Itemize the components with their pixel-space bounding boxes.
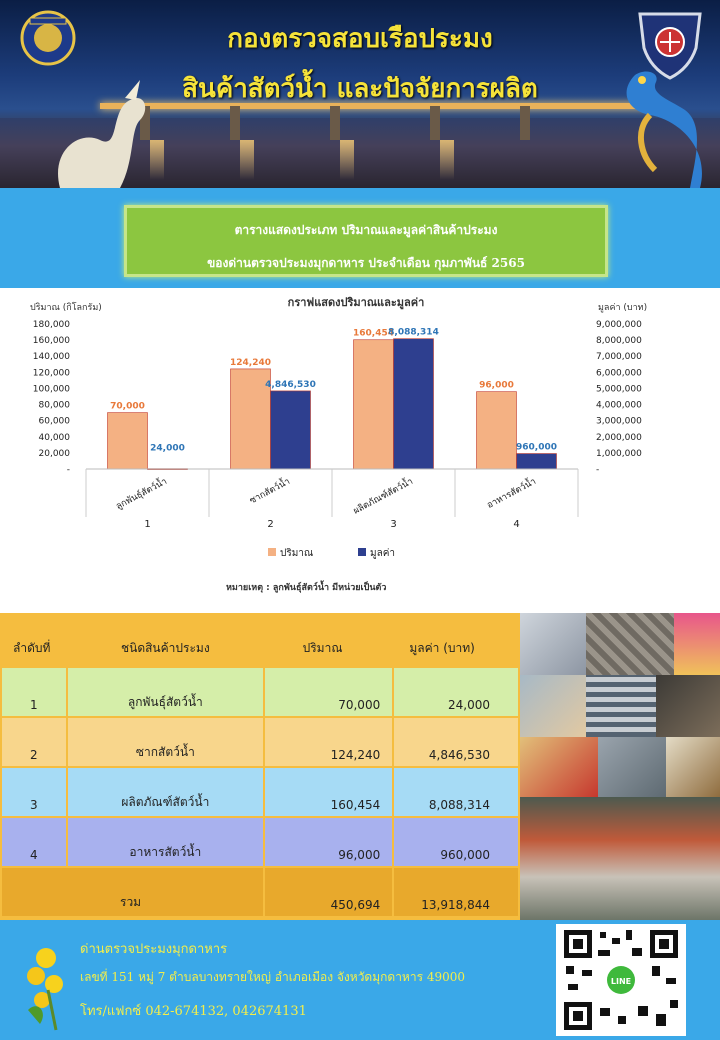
bar-value: [271, 391, 311, 469]
table-header-row: [1, 613, 519, 667]
data-label: 960,000: [516, 442, 557, 453]
cell-no: 4: [1, 817, 67, 867]
cell-type: ลูกพันธุ์สัตว์น้ำ: [67, 667, 264, 717]
cell-qty: 96,000: [264, 817, 393, 867]
y-tick-left: 80,000: [38, 400, 70, 411]
data-label: 4,846,530: [265, 379, 316, 390]
photo-ice-bags: [520, 613, 586, 675]
header-no: ลำดับที่: [13, 641, 51, 655]
category-label: ลูกพันธุ์สัตว์น้ำ: [114, 476, 169, 513]
category-number: 4: [513, 519, 520, 530]
y-tick-left: 180,000: [32, 320, 70, 330]
report-title-line2: ของด่านตรวจประมงมุกดาหาร ประจำเดือน กุมภาพันธ์ 2565: [207, 256, 525, 270]
photo-product-box: [520, 737, 598, 797]
chart-legend: [268, 548, 395, 559]
data-label: 8,088,314: [388, 327, 439, 338]
bar-value: [517, 454, 557, 469]
bar-quantity: [477, 392, 517, 469]
bridge-pillar: [230, 106, 240, 140]
light-reflection: [440, 140, 454, 180]
y-tick-right: -: [596, 465, 600, 475]
y-tick-left: 120,000: [32, 368, 70, 379]
summary-table-wrap: [0, 613, 520, 920]
bridge-pillar: [520, 106, 530, 140]
category-number: 1: [144, 519, 151, 530]
y-tick-right: 3,000,000: [596, 416, 642, 427]
data-label: 124,240: [230, 357, 271, 368]
chart-ylabel-right: มูลค่า (บาท): [598, 303, 648, 313]
data-label: 70,000: [110, 401, 145, 412]
y-tick-left: 40,000: [38, 432, 70, 443]
cell-no: 3: [1, 767, 67, 817]
footer-phone: โทร/แฟกซ์ 042-674132, 042674131: [80, 1004, 307, 1019]
chart-right-axis: [596, 320, 642, 475]
chart-ylabel-left: ปริมาณ (กิโลกรัม): [30, 303, 102, 313]
header-title-line2: สินค้าสัตว์น้ำ และปัจจัยการผลิต: [182, 74, 538, 104]
cell-type: ผลิตภัณฑ์สัตว์น้ำ: [67, 767, 264, 817]
legend-label: มูลค่า: [370, 548, 396, 559]
table-row: [1, 817, 519, 867]
bar-chart: [0, 288, 720, 613]
table-total-row: [1, 867, 519, 917]
summary-table: [0, 613, 520, 918]
report-title-line1: ตารางแสดงประเภท ปริมาณและมูลค่าสินค้าประมง: [234, 223, 498, 237]
bridge-pillar: [430, 106, 440, 140]
y-tick-left: 20,000: [38, 448, 70, 459]
y-tick-right: 7,000,000: [596, 352, 642, 363]
category-label: อาหารสัตว์น้ำ: [485, 476, 538, 511]
bridge-pillar: [330, 106, 340, 140]
data-label: 160,454: [353, 328, 394, 339]
chart-left-axis: [33, 320, 70, 475]
report-title-box: [124, 205, 608, 277]
photo-dried-fish: [586, 613, 674, 675]
header-banner: [0, 0, 720, 188]
y-tick-right: 2,000,000: [596, 432, 642, 443]
table-row: [1, 667, 519, 717]
cell-value: 960,000: [393, 817, 519, 867]
data-label: 96,000: [479, 380, 514, 391]
category-label: ซากสัตว์น้ำ: [248, 476, 292, 507]
light-reflection: [340, 140, 354, 180]
footer: [0, 920, 720, 1040]
cell-type: ซากสัตว์น้ำ: [67, 717, 264, 767]
header-qty: ปริมาณ: [302, 641, 343, 655]
photo-truck-inspection: [520, 797, 720, 920]
photo-jars: [666, 737, 720, 797]
bar-quantity: [354, 340, 394, 469]
y-tick-left: 60,000: [38, 416, 70, 427]
table-row: [1, 767, 519, 817]
bar-value: [394, 339, 434, 469]
cell-qty: 70,000: [264, 667, 393, 717]
y-tick-right: 5,000,000: [596, 384, 642, 395]
product-photo-collage: [520, 613, 720, 920]
cell-qty: 124,240: [264, 717, 393, 767]
photo-warehouse: [656, 675, 720, 737]
light-reflection: [240, 140, 254, 180]
table-row: [1, 717, 519, 767]
y-tick-left: 160,000: [32, 336, 70, 347]
chart-note: หมายเหตุ : ลูกพันธุ์สัตว์น้ำ มีหน่วยเป็นตัว: [226, 583, 387, 593]
category-label: ผลิตภัณฑ์สัตว์น้ำ: [351, 476, 415, 517]
svg-text:LINE: LINE: [610, 977, 632, 986]
y-tick-right: 8,000,000: [596, 336, 642, 347]
legend-swatch: [268, 548, 276, 556]
legend-label: ปริมาณ: [280, 548, 314, 559]
footer-office: ด่านตรวจประมงมุกดาหาร: [80, 942, 228, 957]
category-number: 2: [267, 519, 274, 530]
data-label: 24,000: [150, 443, 185, 454]
category-number: 3: [390, 519, 397, 530]
chart-title: กราฟแสดงปริมาณและมูลค่า: [287, 296, 425, 309]
cell-qty: 160,454: [264, 767, 393, 817]
cell-value: 8,088,314: [393, 767, 519, 817]
y-tick-right: 4,000,000: [596, 400, 642, 411]
total-qty: 450,694: [264, 867, 393, 917]
photo-frozen-fish: [520, 675, 586, 737]
chart-category-labels: [86, 469, 578, 530]
header-type: ชนิดสินค้าประมง: [120, 641, 210, 655]
cell-no: 2: [1, 717, 67, 767]
footer-address: เลขที่ 151 หมู่ 7 ตำบลบางทรายใหญ่ อำเภอเมือง จังหวัดมุกดาหาร 49000: [80, 970, 466, 984]
bar-quantity: [108, 413, 148, 469]
y-tick-left: 140,000: [32, 352, 70, 363]
header-title-line1: กองตรวจสอบเรือประมง: [227, 24, 493, 54]
y-tick-right: 9,000,000: [596, 320, 642, 330]
y-tick-right: 6,000,000: [596, 368, 642, 379]
cell-type: อาหารสัตว์น้ำ: [67, 817, 264, 867]
y-tick-right: 1,000,000: [596, 448, 642, 459]
cell-value: 4,846,530: [393, 717, 519, 767]
legend-swatch: [358, 548, 366, 556]
chart-panel: [0, 288, 720, 613]
cell-no: 1: [1, 667, 67, 717]
header-value: มูลค่า (บาท): [409, 641, 475, 655]
y-tick-left: -: [66, 465, 70, 475]
y-tick-left: 100,000: [32, 384, 70, 395]
cell-value: 24,000: [393, 667, 519, 717]
photo-fish-rows: [586, 675, 656, 737]
total-value: 13,918,844: [393, 867, 519, 917]
photo-fish-catch: [598, 737, 666, 797]
photo-feed-bag: [674, 613, 720, 675]
line-qr-code-icon[interactable]: [556, 924, 686, 1036]
total-label: รวม: [1, 867, 264, 917]
golden-shower-flower-icon: [18, 940, 74, 1032]
